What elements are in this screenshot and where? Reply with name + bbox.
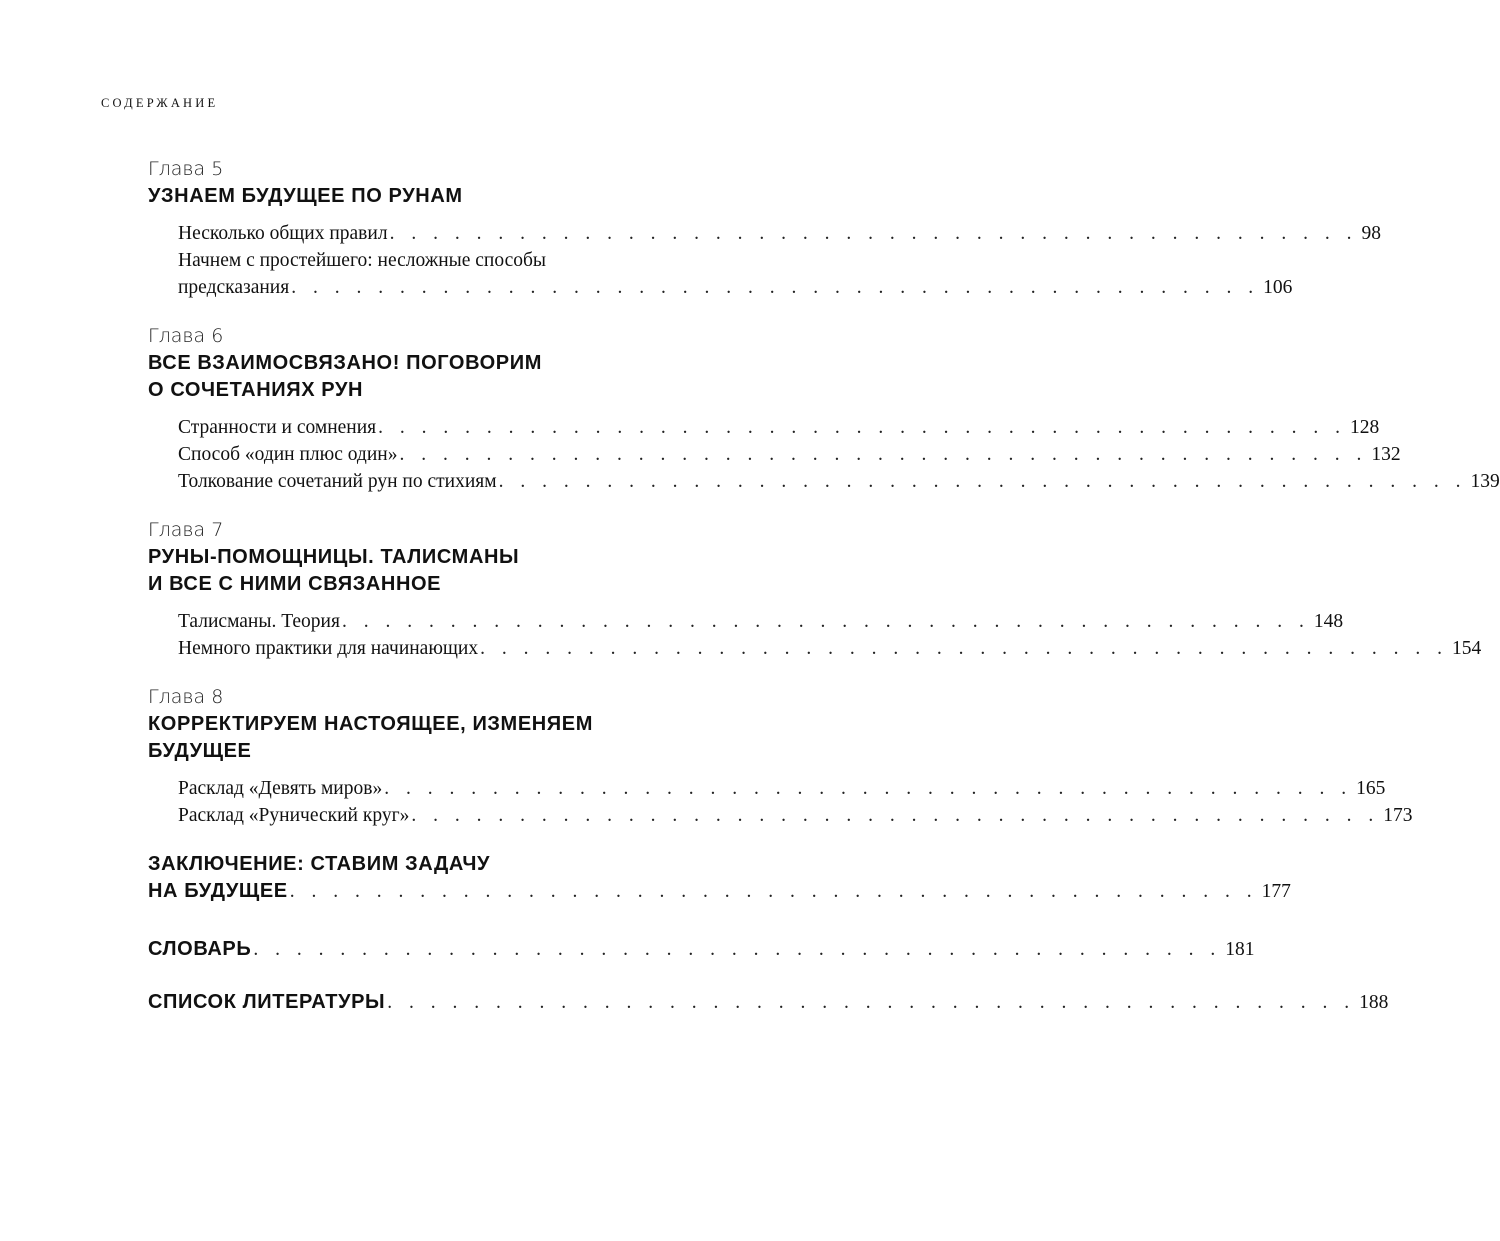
dot-leader: . . . . . . . . . . . . . . . . . . . . . . . . . . . . . . . . . . . . . . . . . . . . . [389, 223, 1358, 244]
chapter-6 [148, 323, 1500, 495]
dot-leader: . . . . . . . . . . . . . . . . . . . . . . . . . . . . . . . . . . . . . . . . . . . . . [480, 638, 1448, 659]
page-number: 154 [1451, 638, 1482, 659]
chapter-label: Глава 7 [148, 519, 224, 541]
entry-title: предсказания [178, 277, 290, 298]
chapter-label: Глава 5 [148, 158, 224, 180]
chapter-label: Глава 6 [148, 325, 224, 347]
section-glossary[interactable] [148, 936, 1255, 963]
toc-entry[interactable] [178, 220, 1381, 247]
page-number: 128 [1350, 417, 1380, 438]
toc-entry[interactable] [178, 775, 1386, 802]
chapter-title-line: О СОЧЕТАНИЯХ РУН [148, 379, 364, 401]
page-number: 165 [1356, 778, 1386, 799]
chapter-title-line: И ВСЕ С НИМИ СВЯЗАННОЕ [148, 573, 442, 595]
chapter-7 [148, 517, 1482, 662]
page-number: 139 [1470, 471, 1500, 492]
running-head: СОДЕРЖАНИЕ [101, 96, 219, 110]
chapter-title: РУНЫ-ПОМОЩНИЦЫ. ТАЛИСМАНЫ [148, 546, 520, 568]
page-number: 181 [1225, 939, 1255, 960]
entry-title: Способ «один плюс один» [178, 444, 398, 465]
page-number: 188 [1359, 992, 1389, 1013]
toc-entry[interactable] [178, 274, 1293, 301]
chapter-label: Глава 8 [148, 686, 224, 708]
section-title: НА БУДУЩЕЕ [148, 880, 288, 902]
toc-entry[interactable] [178, 414, 1380, 441]
entry-title: Немного практики для начинающих [178, 638, 479, 659]
section-title-line [148, 851, 672, 878]
page-number: 106 [1263, 277, 1293, 298]
page-number: 173 [1383, 805, 1413, 826]
toc-entry-line[interactable] [178, 247, 672, 274]
section-bibliography[interactable] [148, 989, 1389, 1016]
section-conclusion[interactable] [148, 851, 1291, 905]
section-title: СЛОВАРЬ [148, 938, 252, 960]
dot-leader: . . . . . . . . . . . . . . . . . . . . . . . . . . . . . . . . . . . . . . . . . . . . . [291, 277, 1260, 298]
entry-title: Расклад «Девять миров» [178, 778, 383, 799]
dot-leader: . . . . . . . . . . . . . . . . . . . . . . . . . . . . . . . . . . . . . . . . . . . . . [253, 939, 1222, 960]
entry-title: Начнем с простейшего: несложные способы [178, 250, 547, 271]
page-number: 148 [1313, 611, 1344, 632]
toc-entry[interactable] [178, 608, 1344, 635]
dot-leader: . . . . . . . . . . . . . . . . . . . . . . . . . . . . . . . . . . . . . . . . . . . . . [378, 417, 1346, 438]
toc-section [148, 936, 1255, 963]
dot-leader: . . . . . . . . . . . . . . . . . . . . . . . . . . . . . . . . . . . . . . . . . . . . . [399, 444, 1368, 465]
toc-entry[interactable] [178, 802, 1413, 829]
chapter-title: КОРРЕКТИРУЕМ НАСТОЯЩЕЕ, ИЗМЕНЯЕМ [148, 713, 593, 735]
dot-leader: . . . . . . . . . . . . . . . . . . . . . . . . . . . . . . . . . . . . . . . . . . . . . [498, 471, 1467, 492]
entry-title: Талисманы. Теория [178, 611, 340, 632]
dot-leader: . . . . . . . . . . . . . . . . . . . . . . . . . . . . . . . . . . . . . . . . . . . . . [411, 805, 1380, 826]
section-title: СПИСОК ЛИТЕРАТУРЫ [148, 991, 386, 1013]
dot-leader: . . . . . . . . . . . . . . . . . . . . . . . . . . . . . . . . . . . . . . . . . . . . . [387, 992, 1356, 1013]
toc-entry[interactable] [178, 635, 1482, 662]
page-number: 98 [1361, 223, 1381, 244]
entry-title: Несколько общих правил [178, 223, 388, 244]
dot-leader: . . . . . . . . . . . . . . . . . . . . . . . . . . . . . . . . . . . . . . . . . . . . . [384, 778, 1353, 799]
toc-entry[interactable] [178, 468, 1500, 495]
entry-title: Странности и сомнения [178, 417, 377, 438]
page-number: 132 [1371, 444, 1401, 465]
chapter-8 [148, 684, 1413, 829]
dot-leader: . . . . . . . . . . . . . . . . . . . . . . . . . . . . . . . . . . . . . . . . . . . . . [289, 881, 1258, 902]
entry-title: Расклад «Рунический круг» [178, 805, 410, 826]
chapter-title: ВСЕ ВЗАИМОСВЯЗАНО! ПОГОВОРИМ [148, 352, 542, 374]
section-title: ЗАКЛЮЧЕНИЕ: СТАВИМ ЗАДАЧУ [148, 853, 491, 875]
chapter-5 [148, 156, 1381, 301]
chapter-title-line: БУДУЩЕЕ [148, 740, 252, 762]
entry-title: Толкование сочетаний рун по стихиям [178, 471, 497, 492]
toc-entry[interactable] [178, 441, 1401, 468]
toc-section [148, 989, 1389, 1016]
chapter-title: УЗНАЕМ БУДУЩЕЕ ПО РУНАМ [148, 185, 463, 207]
table-of-contents [148, 156, 1500, 1016]
toc-section [148, 878, 1291, 905]
page-number: 177 [1261, 881, 1291, 902]
dot-leader: . . . . . . . . . . . . . . . . . . . . . . . . . . . . . . . . . . . . . . . . . . . . . [341, 611, 1310, 632]
